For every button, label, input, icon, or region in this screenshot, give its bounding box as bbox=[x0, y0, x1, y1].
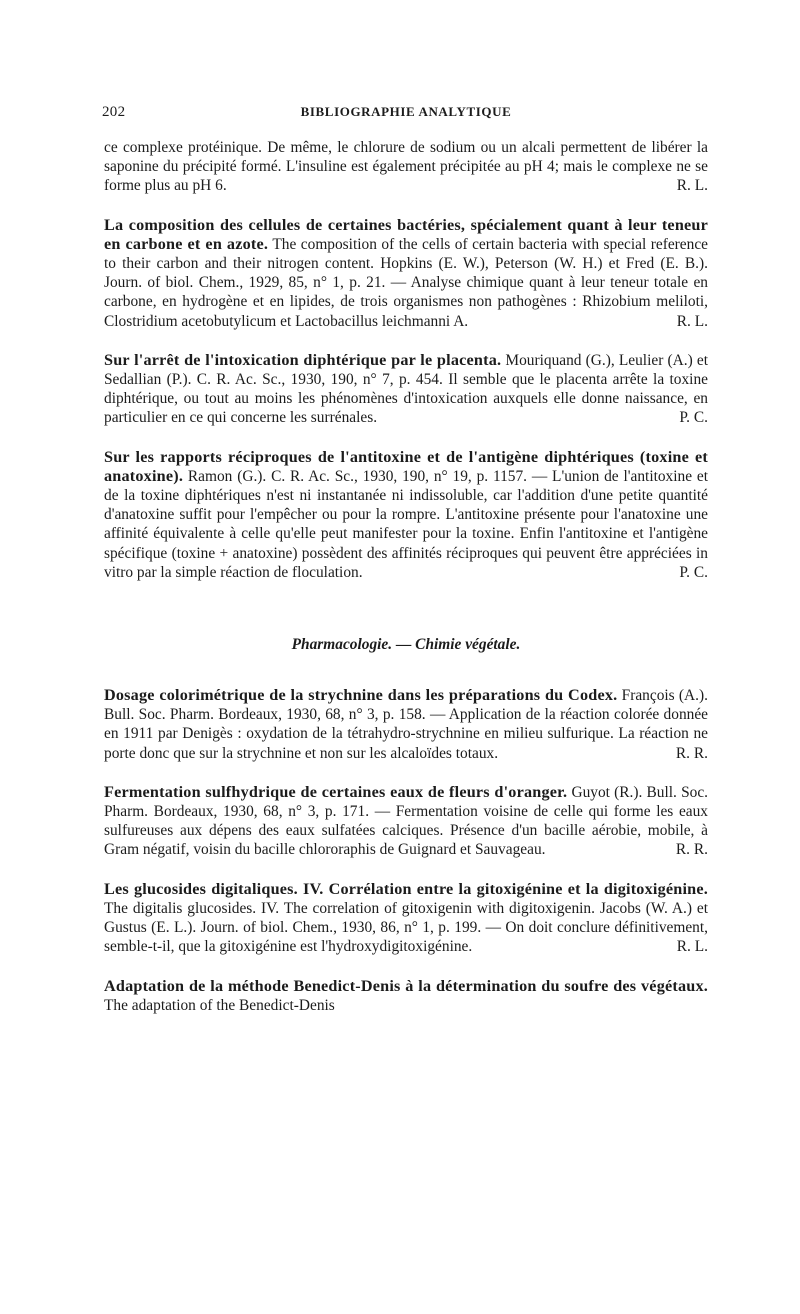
entry-initials: P. C. bbox=[679, 563, 708, 581]
entry-initials: R. R. bbox=[675, 744, 708, 762]
entry-body: The composition of the cells of certain bacteria with special reference to their carbon and their nitrogen content. Hopkins (E. W.), Peterson (W. H.) et Fred (E. B.). Journ. of biol. Chem., 1929, 85, n° 1, p. 21. — Analyse chimique quant à leur teneur totale en carbone, en hydrogène et en lipides, de trois organismes non pathogènes : Rhizobium meliloti, Clostridium acetobutylicum et Lactobacillus leichmanni A. bbox=[104, 235, 708, 330]
bibliography-entry bbox=[104, 686, 708, 763]
bibliography-entry bbox=[104, 977, 708, 1015]
entry-initials: R. L. bbox=[676, 938, 708, 956]
bibliography-entry bbox=[104, 448, 708, 582]
entry-initials: P. C. bbox=[679, 409, 708, 427]
entry-initials: R. L. bbox=[676, 312, 708, 330]
entry-initials: R. L. bbox=[676, 177, 708, 195]
section-heading: Pharmacologie. — Chimie végétale. bbox=[291, 636, 521, 654]
entry-title: Adaptation de la méthode Benedict-Denis à la détermination du soufre des végétaux. bbox=[104, 976, 708, 995]
entry-title: Dosage colorimétrique de la strychnine dans les préparations du Codex. bbox=[104, 686, 618, 705]
body-text bbox=[104, 138, 708, 1015]
entry-title: Les glucosides digitaliques. IV. Corrélation entre la gitoxigénine et la digitoxigénine. bbox=[104, 879, 708, 898]
entry-body: The digitalis glucosides. IV. The correlation of gitoxigenin with digitoxigenin. Jacobs (W. A.) et Gustus (E. L.). Journ. of biol. Chem., 1930, 86, n° 1, p. 199. — On doit conclure définitivement, semble-t-il, que la gitoxigénine est l'hydroxydigitoxigénine. bbox=[104, 899, 708, 956]
page-number: 202 bbox=[102, 104, 126, 120]
bibliography-entry bbox=[104, 783, 708, 860]
entry-initials: R. R. bbox=[675, 841, 708, 859]
intro-paragraph bbox=[104, 138, 708, 196]
entry-body: The adaptation of the Benedict-Denis bbox=[104, 996, 335, 1014]
document-page bbox=[104, 100, 708, 1015]
entry-body: Ramon (G.). C. R. Ac. Sc., 1930, 190, n° 19, p. 1157. — L'union de l'antitoxine et de la toxine diphtériques n'est ni instantanée ni indissoluble, car l'addition d'une petite quantité d'anatoxine suffit pour l'empêcher ou pour la rompre. L'antitoxine présente pour l'anatoxine une affinité équivalente à celle qu'elle peut manifester pour la toxine. Enfin l'antitoxine et l'antigène spécifique (toxine + anatoxine) possèdent des affinités réciproques qui peuvent être appréciées in vitro par la simple réaction de floculation. bbox=[104, 467, 708, 581]
bibliography-entry bbox=[104, 351, 708, 428]
entry-title: Sur les rapports réciproques de l'antitoxine et de l'antigène diphtériques (toxine et anatoxine). bbox=[104, 447, 708, 485]
entry-body: Mouriquand (G.), Leulier (A.) et Sedallian (P.). C. R. Ac. Sc., 1930, 190, n° 7, p. 454. Il semble que le placenta arrête la toxine diphtérique, ou tout au moins les phénomènes d'intoxication auxquels elle donne naissance, en particulier en ce qui concerne les surrénales. bbox=[104, 351, 708, 427]
entry-body: Guyot (R.). Bull. Soc. Pharm. Bordeaux, 1930, 68, n° 3, p. 171. — Fermentation voisine de celle qui forme les eaux sulfureuses aux dépens des eaux sulfatées calciques. Présence d'un bacille aérobie, mobile, à Gram négatif, voisin du bacille chlororaphis de Guignard et Sauvageau. bbox=[104, 783, 709, 859]
entry-title: Sur l'arrêt de l'intoxication diphtérique par le placenta. bbox=[104, 350, 502, 369]
bibliography-entry bbox=[104, 880, 708, 957]
entry-body: François (A.). Bull. Soc. Pharm. Bordeaux, 1930, 68, n° 3, p. 158. — Application de la réaction colorée donnée en 1911 par Denigès : oxydation de la tétrahydro-strychnine en milieu sulfurique. La réaction ne porte donc que sur la strychnine et non sur les alcaloïdes totaux. bbox=[104, 687, 708, 762]
bibliography-entry bbox=[104, 216, 708, 331]
entry-title: La composition des cellules de certaines bactéries, spécialement quant à leur teneur en carbone et en azote. bbox=[104, 215, 708, 253]
intro-text: ce complexe protéinique. De même, le chlorure de sodium ou un alcali permettent de libérer la saponine du précipité formé. L'insuline est également précipitée au pH 4; mais le complexe ne se forme plus au pH 6. bbox=[104, 139, 708, 195]
entry-title: Fermentation sulfhydrique de certaines eaux de fleurs d'oranger. bbox=[104, 782, 568, 801]
page-header bbox=[104, 100, 708, 122]
running-head: BIBLIOGRAPHIE ANALYTIQUE bbox=[300, 104, 512, 119]
